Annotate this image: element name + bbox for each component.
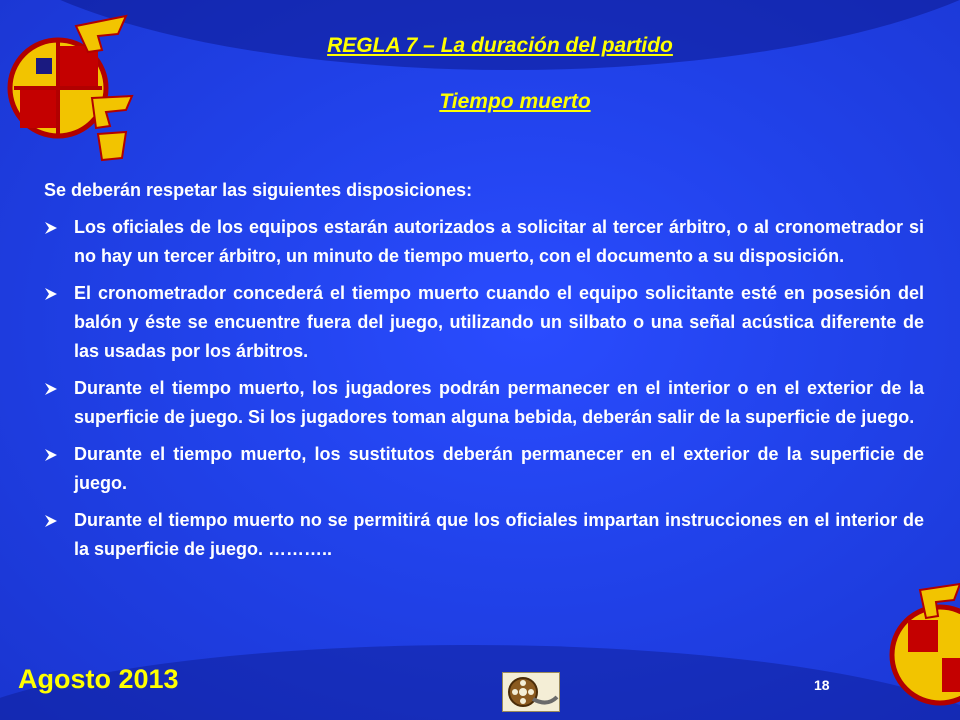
federation-logo-corner (880, 560, 960, 720)
footer-date: Agosto 2013 (18, 664, 179, 694)
arrow-bullet-icon (44, 374, 74, 432)
bullet-text: Durante el tiempo muerto no se permitirá que los oficiales impartan instrucciones en el interior de la superficie de juego. ……….. (74, 510, 924, 559)
bullet-text: Durante el tiempo muerto, los sustitutos deberán permanecer en el exterior de la superficie de juego. (74, 444, 924, 493)
slide-subtitle: Tiempo muerto (439, 90, 591, 113)
slide-title: REGLA 7 – La duración del partido (327, 34, 673, 57)
page-number: 18 (814, 677, 830, 693)
bullet-item (44, 279, 924, 366)
bullet-text: Durante el tiempo muerto, los jugadores podrán permanecer en el interior o en el exterior de la superficie de juego. Si los jugadores toman alguna bebida, deberán salir de la superficie de juego. (74, 378, 924, 427)
bullet-item (44, 506, 924, 564)
bullet-text: Los oficiales de los equipos estarán autorizados a solicitar al tercer árbitro, o al cronometrador si no hay un tercer árbitro, un minuto de tiempo muerto, con el documento a su disposición. (74, 217, 924, 266)
bullet-list (44, 213, 924, 572)
bullet-item (44, 213, 924, 271)
bullet-item (44, 440, 924, 498)
bullet-text: El cronometrador concederá el tiempo muerto cuando el equipo solicitante esté en posesión del balón y éste se encuentre fuera del juego, utilizando un silbato o una señal acústica diferente de las usadas por los árbitros. (74, 283, 924, 361)
intro-text: Se deberán respetar las siguientes disposiciones: (44, 180, 473, 200)
arrow-bullet-icon (44, 506, 74, 564)
bullet-item (44, 374, 924, 432)
arrow-bullet-icon (44, 440, 74, 498)
film-reel-icon[interactable] (502, 672, 560, 712)
arrow-bullet-icon (44, 213, 74, 271)
arrow-bullet-icon (44, 279, 74, 366)
federation-logo (6, 6, 136, 166)
